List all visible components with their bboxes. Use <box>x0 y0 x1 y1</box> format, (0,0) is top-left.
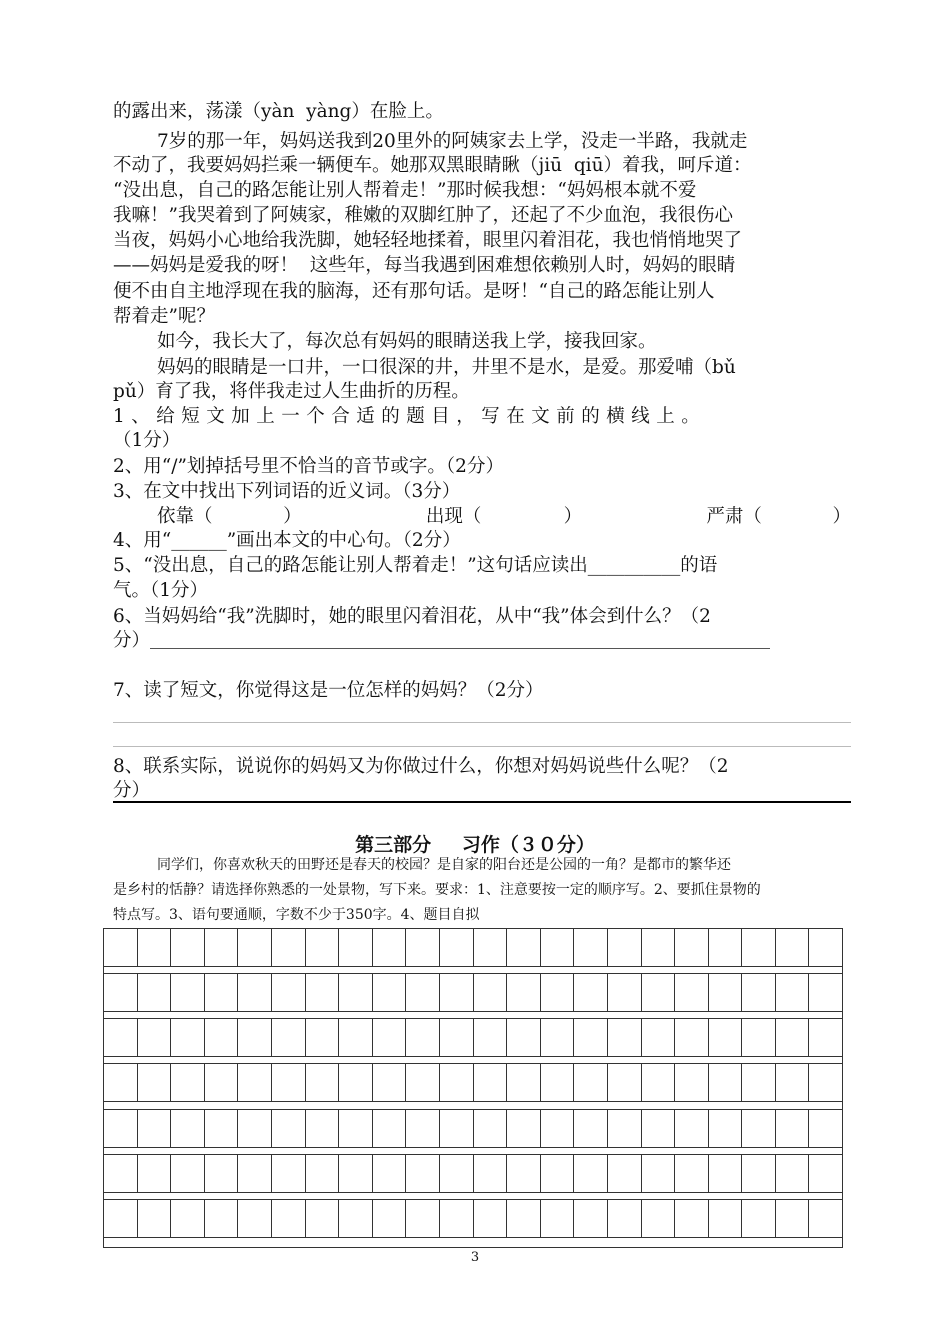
grid-cell[interactable] <box>742 974 776 1011</box>
passage-line: “没出息，自己的路怎能让别人帮着走！”那时候我想：“妈妈根本就不爱 <box>113 180 697 201</box>
grid-cell[interactable] <box>474 1200 508 1237</box>
grid-cell[interactable] <box>574 929 608 966</box>
question-4: 4、用“______”画出本文的中心句。（2分） <box>113 530 461 551</box>
grid-cell[interactable] <box>406 1110 440 1147</box>
passage-line: 帮着走”呢？ <box>113 306 215 327</box>
grid-row[interactable] <box>104 1154 842 1193</box>
grid-cell[interactable] <box>809 1110 842 1147</box>
grid-cell[interactable] <box>339 929 373 966</box>
grid-cell[interactable] <box>809 929 842 966</box>
grid-cell[interactable] <box>608 1019 642 1056</box>
grid-cell[interactable] <box>272 974 306 1011</box>
grid-cell[interactable] <box>440 1064 474 1101</box>
grid-cell[interactable] <box>809 1200 842 1237</box>
grid-cell[interactable] <box>507 1155 541 1192</box>
grid-cell[interactable] <box>205 1110 239 1147</box>
grid-cell[interactable] <box>675 929 709 966</box>
grid-cell[interactable] <box>373 974 407 1011</box>
grid-cell[interactable] <box>306 1200 340 1237</box>
grid-cell[interactable] <box>541 1155 575 1192</box>
grid-cell[interactable] <box>104 929 138 966</box>
grid-row[interactable] <box>104 1199 842 1238</box>
grid-cell[interactable] <box>339 1064 373 1101</box>
grid-cell[interactable] <box>776 1019 810 1056</box>
grid-cell[interactable] <box>642 1064 676 1101</box>
grid-cell[interactable] <box>675 1110 709 1147</box>
grid-cell[interactable] <box>608 1155 642 1192</box>
word-blank: 出现（ ） <box>425 506 583 527</box>
grid-cell[interactable] <box>306 1155 340 1192</box>
grid-cell[interactable] <box>306 1110 340 1147</box>
grid-cell[interactable] <box>138 1019 172 1056</box>
grid-cell[interactable] <box>205 1064 239 1101</box>
grid-cell[interactable] <box>205 1200 239 1237</box>
grid-cell[interactable] <box>406 1155 440 1192</box>
grid-cell[interactable] <box>742 1200 776 1237</box>
grid-cell[interactable] <box>776 974 810 1011</box>
grid-cell[interactable] <box>306 974 340 1011</box>
word-blank: 严肃（ ） <box>706 506 851 527</box>
grid-cell[interactable] <box>440 974 474 1011</box>
grid-cell[interactable] <box>339 1110 373 1147</box>
passage-line: 的露出来，荡漾（yàn yàng）在脸上。 <box>113 101 444 122</box>
grid-cell[interactable] <box>675 1200 709 1237</box>
grid-cell[interactable] <box>541 1110 575 1147</box>
grid-cell[interactable] <box>541 1200 575 1237</box>
grid-cell[interactable] <box>541 929 575 966</box>
grid-cell[interactable] <box>507 1200 541 1237</box>
grid-row[interactable] <box>104 973 842 1012</box>
grid-cell[interactable] <box>238 1200 272 1237</box>
grid-cell[interactable] <box>474 929 508 966</box>
section-part: 第三部分 <box>355 834 432 856</box>
grid-cell[interactable] <box>171 974 205 1011</box>
grid-cell[interactable] <box>541 974 575 1011</box>
grid-cell[interactable] <box>474 974 508 1011</box>
grid-cell[interactable] <box>272 929 306 966</box>
grid-cell[interactable] <box>171 1110 205 1147</box>
passage-line: pǔ）育了我，将伴我走过人生曲折的历程。 <box>113 381 470 402</box>
grid-cell[interactable] <box>339 1200 373 1237</box>
grid-cell[interactable] <box>238 929 272 966</box>
question-1: 1、给短文加上一个合适的题目，写在文前的横线上。 <box>113 406 707 427</box>
grid-cell[interactable] <box>339 1155 373 1192</box>
grid-cell[interactable] <box>809 974 842 1011</box>
grid-cell[interactable] <box>776 929 810 966</box>
grid-cell[interactable] <box>406 974 440 1011</box>
grid-cell[interactable] <box>642 1155 676 1192</box>
grid-cell[interactable] <box>104 1155 138 1192</box>
grid-cell[interactable] <box>138 1110 172 1147</box>
question-5: 5、“没出息，自己的路怎能让别人帮着走！”这句话应读出__________的语 <box>113 555 718 576</box>
grid-cell[interactable] <box>138 929 172 966</box>
grid-cell[interactable] <box>104 1064 138 1101</box>
grid-cell[interactable] <box>339 974 373 1011</box>
grid-cell[interactable] <box>306 1064 340 1101</box>
grid-cell[interactable] <box>440 1019 474 1056</box>
grid-cell[interactable] <box>675 1019 709 1056</box>
grid-cell[interactable] <box>574 1064 608 1101</box>
grid-cell[interactable] <box>709 929 743 966</box>
grid-row[interactable] <box>104 1109 842 1148</box>
section-heading: 习作（３０分） <box>461 834 595 856</box>
grid-row[interactable] <box>104 1018 842 1057</box>
answer-line[interactable] <box>113 746 851 747</box>
grid-cell[interactable] <box>574 1019 608 1056</box>
grid-cell[interactable] <box>809 1019 842 1056</box>
grid-cell[interactable] <box>440 929 474 966</box>
grid-cell[interactable] <box>171 1064 205 1101</box>
grid-cell[interactable] <box>709 974 743 1011</box>
grid-cell[interactable] <box>440 1155 474 1192</box>
grid-cell[interactable] <box>608 1110 642 1147</box>
grid-cell[interactable] <box>608 974 642 1011</box>
grid-cell[interactable] <box>440 1200 474 1237</box>
grid-cell[interactable] <box>406 1019 440 1056</box>
grid-cell[interactable] <box>373 1200 407 1237</box>
grid-cell[interactable] <box>306 929 340 966</box>
grid-cell[interactable] <box>104 1110 138 1147</box>
grid-cell[interactable] <box>171 929 205 966</box>
question-8-cont: 分） <box>113 780 151 801</box>
section-divider <box>113 801 851 803</box>
question-3-words <box>113 506 851 528</box>
grid-cell[interactable] <box>272 1155 306 1192</box>
grid-cell[interactable] <box>642 1110 676 1147</box>
passage-line: ——妈妈是爱我的呀！ 这些年，每当我遇到困难想依赖别人时，妈妈的眼睛 <box>113 255 736 276</box>
grid-cell[interactable] <box>709 1110 743 1147</box>
grid-cell[interactable] <box>406 1064 440 1101</box>
question-1-score: （1分） <box>113 430 181 451</box>
grid-cell[interactable] <box>608 1200 642 1237</box>
grid-cell[interactable] <box>138 1155 172 1192</box>
question-5-cont: 气。（1分） <box>113 580 209 601</box>
grid-cell[interactable] <box>574 1110 608 1147</box>
grid-cell[interactable] <box>474 1019 508 1056</box>
grid-cell[interactable] <box>440 1110 474 1147</box>
essay-instructions: 是乡村的恬静？请选择你熟悉的一处景物，写下来。要求：1、注意要按一定的顺序写。2、要抓住景物的 <box>113 882 761 898</box>
grid-cell[interactable] <box>574 1155 608 1192</box>
grid-cell[interactable] <box>272 1064 306 1101</box>
grid-cell[interactable] <box>709 1200 743 1237</box>
grid-cell[interactable] <box>709 1155 743 1192</box>
grid-cell[interactable] <box>742 1110 776 1147</box>
grid-cell[interactable] <box>238 1110 272 1147</box>
grid-cell[interactable] <box>238 974 272 1011</box>
question-7: 7、读了短文，你觉得这是一位怎样的妈妈？（2分） <box>113 680 544 701</box>
grid-cell[interactable] <box>104 1200 138 1237</box>
grid-cell[interactable] <box>507 1064 541 1101</box>
grid-cell[interactable] <box>642 1019 676 1056</box>
grid-cell[interactable] <box>373 1110 407 1147</box>
grid-cell[interactable] <box>104 974 138 1011</box>
grid-cell[interactable] <box>709 1019 743 1056</box>
grid-cell[interactable] <box>742 1155 776 1192</box>
essay-instructions: 特点写。3、语句要通顺，字数不少于350字。4、题目自拟 <box>113 907 480 923</box>
grid-cell[interactable] <box>138 1200 172 1237</box>
question-6: 6、当妈妈给“我”洗脚时，她的眼里闪着泪花，从中“我”体会到什么？（2 <box>113 606 711 627</box>
grid-cell[interactable] <box>205 929 239 966</box>
grid-cell[interactable] <box>205 1019 239 1056</box>
writing-grid[interactable] <box>103 928 843 1248</box>
grid-cell[interactable] <box>642 1200 676 1237</box>
grid-cell[interactable] <box>171 1200 205 1237</box>
grid-cell[interactable] <box>272 1110 306 1147</box>
passage-line: 当夜，妈妈小心地给我洗脚，她轻轻地揉着，眼里闪着泪花，我也悄悄地哭了 <box>113 230 743 251</box>
grid-cell[interactable] <box>642 929 676 966</box>
grid-row[interactable] <box>104 1063 842 1102</box>
grid-cell[interactable] <box>809 1064 842 1101</box>
grid-cell[interactable] <box>507 1110 541 1147</box>
grid-cell[interactable] <box>373 1155 407 1192</box>
grid-cell[interactable] <box>373 929 407 966</box>
grid-cell[interactable] <box>541 1064 575 1101</box>
essay-instructions: 同学们，你喜欢秋天的田野还是春天的校园？是自家的阳台还是公园的一角？是都市的繁华还 <box>157 857 731 873</box>
grid-cell[interactable] <box>608 1064 642 1101</box>
grid-cell[interactable] <box>238 1155 272 1192</box>
grid-cell[interactable] <box>507 929 541 966</box>
answer-line[interactable] <box>150 648 770 649</box>
passage-line: 不动了，我要妈妈拦乘一辆便车。她那双黑眼睛瞅（jiū qiū）着我，呵斥道： <box>113 155 752 176</box>
grid-cell[interactable] <box>339 1019 373 1056</box>
grid-cell[interactable] <box>541 1019 575 1056</box>
passage-line: 我嘛！”我哭着到了阿姨家，稚嫩的双脚红肿了，还起了不少血泡，我很伤心 <box>113 205 733 226</box>
grid-cell[interactable] <box>104 1019 138 1056</box>
question-2: 2、用“/”划掉括号里不恰当的音节或字。（2分） <box>113 456 504 477</box>
question-3: 3、在文中找出下列词语的近义词。（3分） <box>113 481 461 502</box>
grid-cell[interactable] <box>406 929 440 966</box>
grid-cell[interactable] <box>809 1155 842 1192</box>
grid-cell[interactable] <box>373 1019 407 1056</box>
grid-cell[interactable] <box>238 1064 272 1101</box>
grid-cell[interactable] <box>642 974 676 1011</box>
grid-cell[interactable] <box>373 1064 407 1101</box>
grid-cell[interactable] <box>675 1064 709 1101</box>
grid-cell[interactable] <box>306 1019 340 1056</box>
grid-cell[interactable] <box>238 1019 272 1056</box>
passage-line: 便不由自主地浮现在我的脑海，还有那句话。是呀！“自己的路怎能让别人 <box>113 281 715 302</box>
grid-cell[interactable] <box>272 1200 306 1237</box>
grid-cell[interactable] <box>742 929 776 966</box>
grid-cell[interactable] <box>205 1155 239 1192</box>
grid-cell[interactable] <box>574 1200 608 1237</box>
grid-cell[interactable] <box>507 974 541 1011</box>
answer-line[interactable] <box>113 722 851 723</box>
grid-cell[interactable] <box>709 1064 743 1101</box>
word-blank: 依靠（ ） <box>157 506 302 527</box>
grid-cell[interactable] <box>675 974 709 1011</box>
grid-cell[interactable] <box>138 974 172 1011</box>
grid-cell[interactable] <box>742 1019 776 1056</box>
grid-cell[interactable] <box>776 1155 810 1192</box>
grid-cell[interactable] <box>171 1019 205 1056</box>
question-6-cont: 分） <box>113 630 151 651</box>
grid-cell[interactable] <box>474 1064 508 1101</box>
grid-cell[interactable] <box>776 1110 810 1147</box>
page-number: 3 <box>470 1250 480 1265</box>
grid-cell[interactable] <box>406 1200 440 1237</box>
grid-cell[interactable] <box>574 974 608 1011</box>
grid-cell[interactable] <box>776 1200 810 1237</box>
grid-cell[interactable] <box>675 1155 709 1192</box>
grid-cell[interactable] <box>608 929 642 966</box>
passage-line: 如今，我长大了，每次总有妈妈的眼睛送我上学，接我回家。 <box>157 331 657 352</box>
grid-cell[interactable] <box>474 1110 508 1147</box>
grid-cell[interactable] <box>171 1155 205 1192</box>
question-8: 8、联系实际，说说你的妈妈又为你做过什么，你想对妈妈说些什么呢？（2 <box>113 756 729 777</box>
grid-cell[interactable] <box>272 1019 306 1056</box>
grid-cell[interactable] <box>742 1064 776 1101</box>
grid-cell[interactable] <box>776 1064 810 1101</box>
grid-row[interactable] <box>104 928 842 967</box>
grid-cell[interactable] <box>507 1019 541 1056</box>
passage-line: 7岁的那一年，妈妈送我到20里外的阿姨家去上学，没走一半路，我就走 <box>157 131 748 152</box>
passage-line: 妈妈的眼睛是一口井，一口很深的井，井里不是水，是爱。那爱哺（bǔ <box>157 357 736 378</box>
grid-cell[interactable] <box>138 1064 172 1101</box>
grid-cell[interactable] <box>205 974 239 1011</box>
grid-cell[interactable] <box>474 1155 508 1192</box>
